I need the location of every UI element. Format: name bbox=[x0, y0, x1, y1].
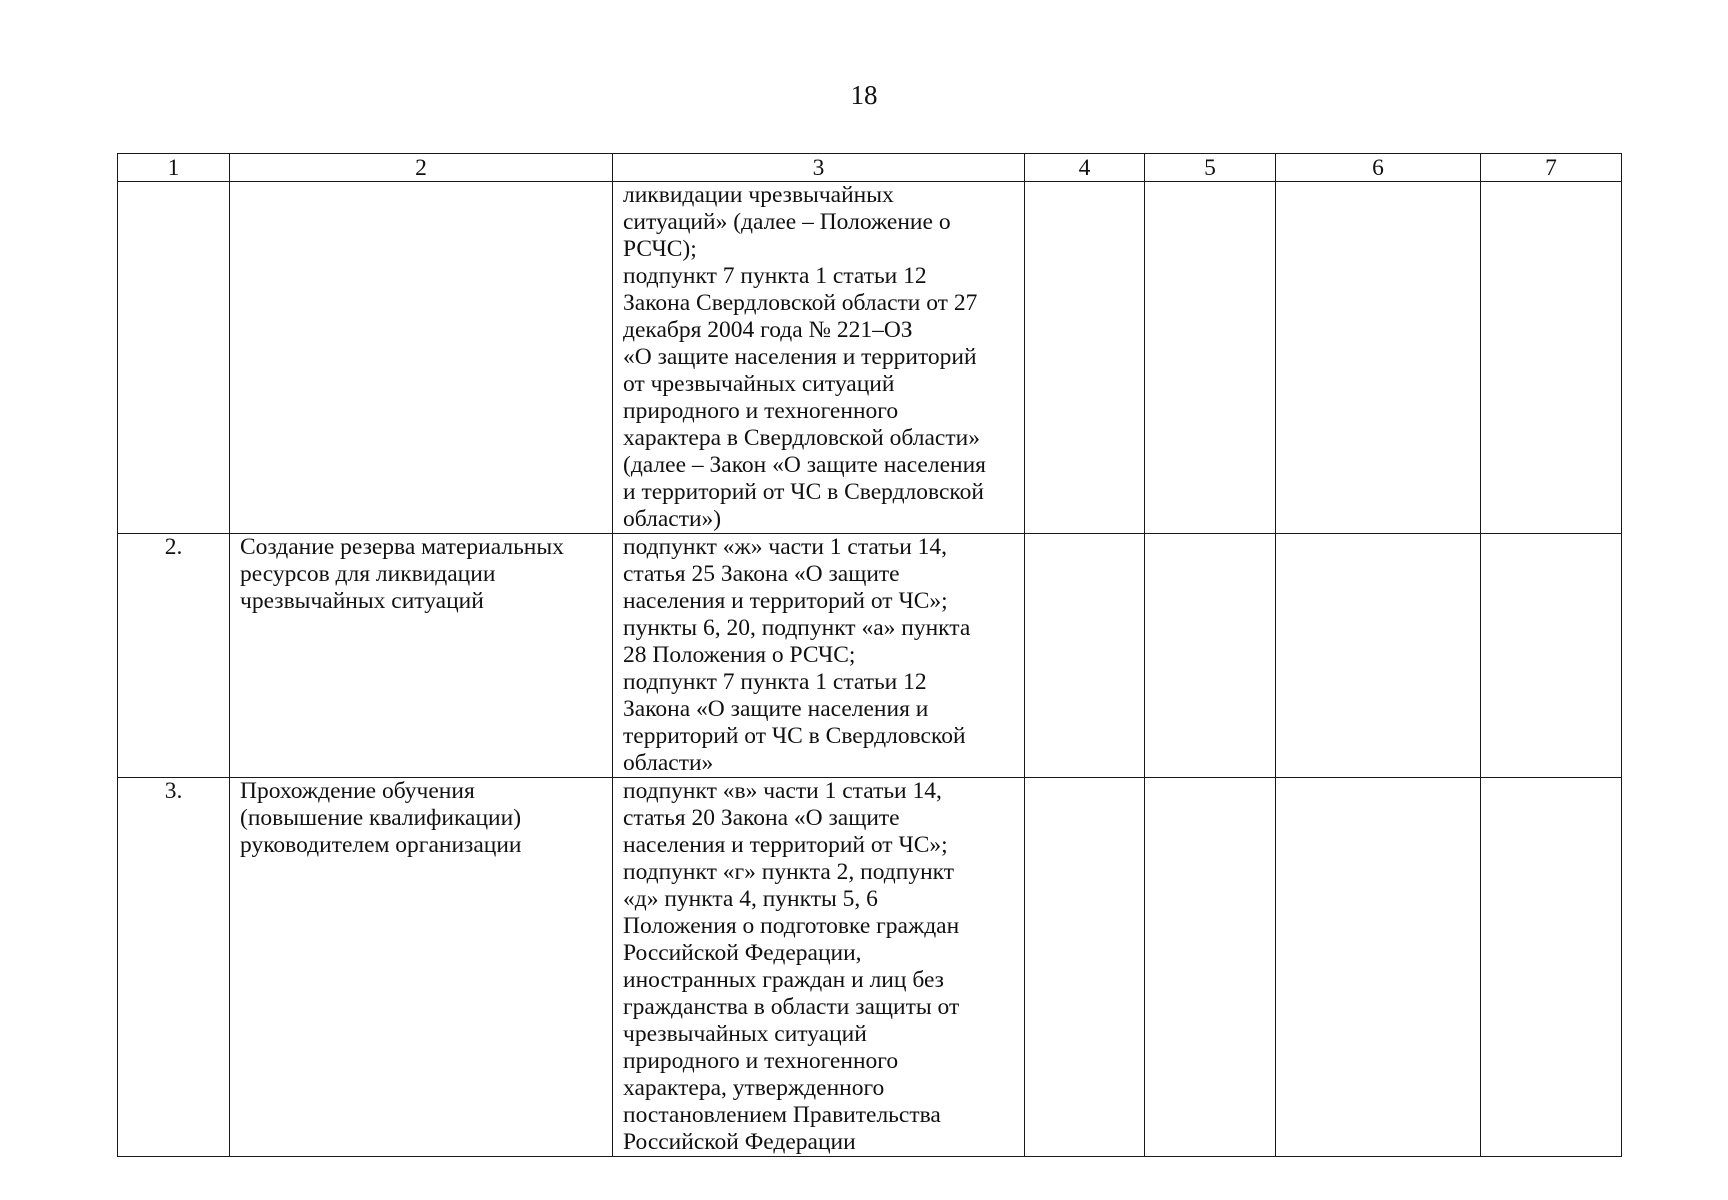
column-header-3: 3 bbox=[613, 154, 1025, 182]
legal-basis-cell: подпункт «в» части 1 статьи 14, статья 20 Закона «О защите населения и территорий от ЧС»; подпункт «г» пункта 2, подпункт «д» пункта 4, пункты 5, 6 Положения о подготовке граждан Российской Федерации, иностранных граждан и лиц без гражданства в области защиты от чрезвычайных ситуаций природного и техногенного характера, утвержденного постановлением Правительства Российской Федерации bbox=[613, 778, 1025, 1157]
column-7-cell bbox=[1481, 534, 1622, 778]
requirement-name-cell bbox=[230, 182, 613, 534]
column-header-4: 4 bbox=[1025, 154, 1145, 182]
row-number-cell bbox=[118, 182, 230, 534]
column-header-6: 6 bbox=[1276, 154, 1481, 182]
column-4-cell bbox=[1025, 778, 1145, 1157]
page-number: 18 bbox=[850, 80, 878, 110]
column-header-7: 7 bbox=[1481, 154, 1622, 182]
column-header-1: 1 bbox=[118, 154, 230, 182]
column-7-cell bbox=[1481, 778, 1622, 1157]
column-header-2: 2 bbox=[230, 154, 613, 182]
column-5-cell bbox=[1145, 182, 1276, 534]
column-4-cell bbox=[1025, 534, 1145, 778]
requirement-name-cell: Прохождение обучения (повышение квалификации) руководителем организации bbox=[230, 778, 613, 1157]
column-6-cell bbox=[1276, 534, 1481, 778]
column-4-cell bbox=[1025, 182, 1145, 534]
column-5-cell bbox=[1145, 534, 1276, 778]
table-row bbox=[118, 534, 1622, 778]
requirements-table bbox=[117, 153, 1622, 1157]
column-6-cell bbox=[1276, 778, 1481, 1157]
column-header-5: 5 bbox=[1145, 154, 1276, 182]
legal-basis-cell: подпункт «ж» части 1 статьи 14, статья 25 Закона «О защите населения и территорий от ЧС»; пункты 6, 20, подпункт «а» пункта 28 Положения о РСЧС; подпункт 7 пункта 1 статьи 12 Закона «О защите населения и территорий от ЧС в Свердловской области» bbox=[613, 534, 1025, 778]
column-7-cell bbox=[1481, 182, 1622, 534]
column-5-cell bbox=[1145, 778, 1276, 1157]
table-header-row bbox=[118, 154, 1622, 182]
table-row bbox=[118, 778, 1622, 1157]
requirement-name-cell: Создание резерва материальных ресурсов для ликвидации чрезвычайных ситуаций bbox=[230, 534, 613, 778]
table-row bbox=[118, 182, 1622, 534]
legal-basis-cell: ликвидации чрезвычайных ситуаций» (далее – Положение о РСЧС); подпункт 7 пункта 1 статьи 12 Закона Свердловской области от 27 декабря 2004 года № 221–ОЗ «О защите населения и территорий от чрезвычайных ситуаций природного и техногенного характера в Свердловской области» (далее – Закон «О защите населения и территорий от ЧС в Свердловской области») bbox=[613, 182, 1025, 534]
row-number-cell: 2. bbox=[118, 534, 230, 778]
column-6-cell bbox=[1276, 182, 1481, 534]
row-number-cell: 3. bbox=[118, 778, 230, 1157]
